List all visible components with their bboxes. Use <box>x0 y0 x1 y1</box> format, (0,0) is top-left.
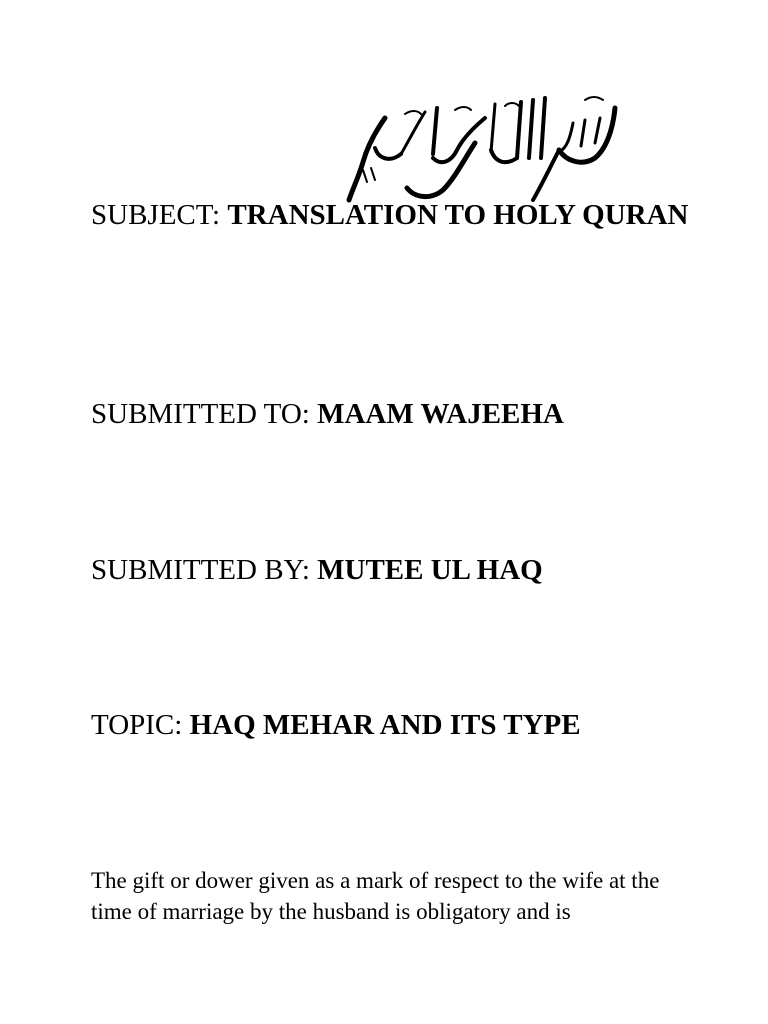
submitted-to-label: SUBMITTED TO: <box>91 398 318 430</box>
topic-line <box>91 704 581 746</box>
subject-label: SUBJECT: <box>91 199 228 231</box>
subject-value: TRANSLATION TO HOLY QURAN <box>227 199 689 231</box>
subject-line <box>91 194 691 236</box>
topic-label: TOPIC: <box>91 709 190 741</box>
submitted-to-value: MAAM WAJEEHA <box>317 398 564 430</box>
bismillah-calligraphy <box>345 88 625 208</box>
submitted-by-label: SUBMITTED BY: <box>91 554 318 586</box>
topic-value: HAQ MEHAR AND ITS TYPE <box>189 709 581 741</box>
submitted-by-value: MUTEE UL HAQ <box>317 554 543 586</box>
submitted-to-line <box>91 393 564 435</box>
calligraphy-image <box>345 88 625 208</box>
submitted-by-line <box>91 549 543 591</box>
body-paragraph: The gift or dower given as a mark of respect to the wife at the time of marriage by the husband is obligatory and is <box>91 868 660 924</box>
